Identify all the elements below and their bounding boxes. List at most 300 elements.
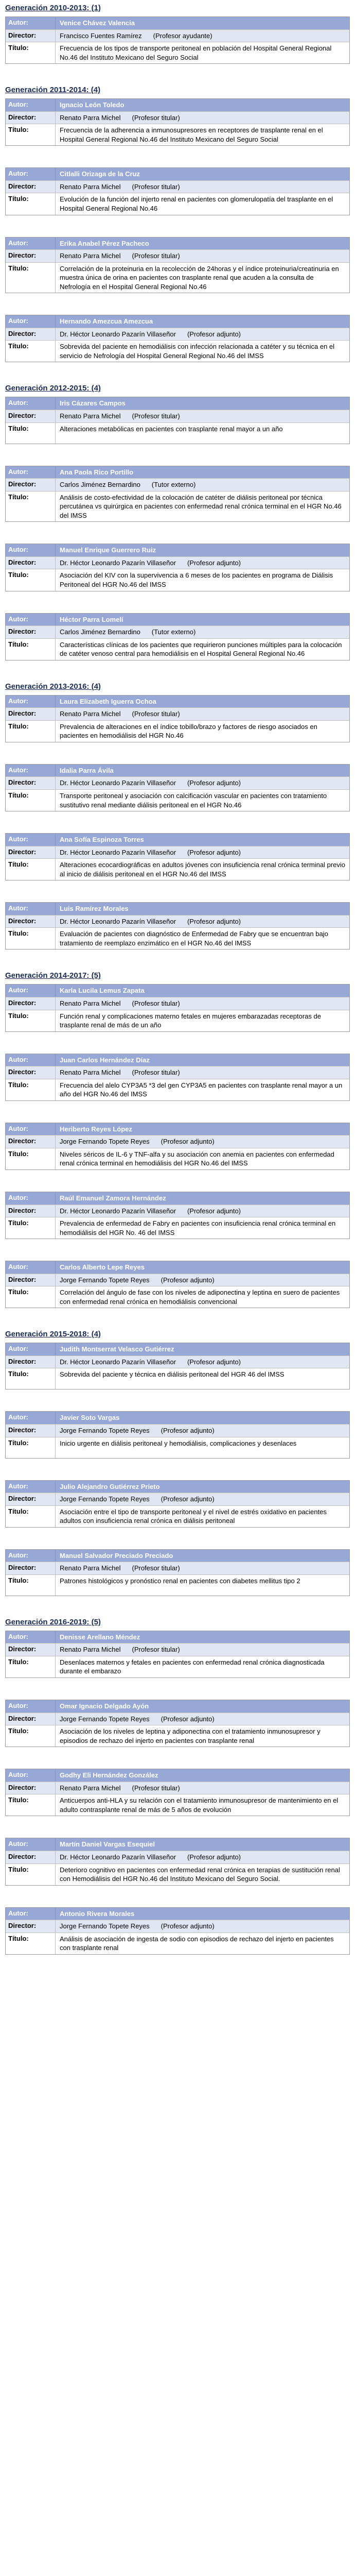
director-name: Renato Parra Michel: [60, 710, 121, 718]
thesis-entry: [5, 397, 350, 444]
author-name: Heriberto Reyes López: [60, 1125, 132, 1133]
director-role: (Profesor adjunto): [187, 779, 241, 787]
title-row: [6, 721, 349, 742]
director-role: (Profesor adjunto): [187, 917, 241, 925]
director-label: Director:: [6, 1493, 56, 1505]
author-row: [6, 1412, 349, 1425]
author-label: Autor:: [6, 614, 56, 626]
title-row: [6, 1217, 349, 1239]
director-value: [56, 916, 349, 928]
author-name: Citlalli Orizaga de la Cruz: [60, 170, 140, 178]
director-name: Jorge Fernando Topete Reyes: [60, 1922, 150, 1930]
thesis-entry: [5, 16, 350, 64]
director-name: Jorge Fernando Topete Reyes: [60, 1138, 150, 1146]
title-row: [6, 423, 349, 444]
author-name: Manuel Salvador Preciado Preciado: [60, 1551, 173, 1560]
title-row: [6, 263, 349, 293]
director-row: [6, 1136, 349, 1148]
director-row: [6, 626, 349, 639]
title-label: Título:: [6, 1437, 56, 1458]
director-name: Renato Parra Michel: [60, 1564, 121, 1572]
thesis-entry: [5, 613, 350, 660]
author-name: Idalia Parra Ávila: [60, 766, 114, 774]
thesis-entry: [5, 902, 350, 950]
director-name: Jorge Fernando Topete Reyes: [60, 1715, 150, 1723]
director-row: [6, 1425, 349, 1437]
director-role: (Profesor adjunto): [161, 1276, 215, 1284]
title-row: [6, 1656, 349, 1677]
thesis-title: Evaluación de pacientes con diagnóstico de Enfermedad de Fabry que se encuentran bajo tratamiento de reemplazo enzimático en el HGR No.46 del IMSS: [60, 930, 328, 947]
director-name: Francisco Fuentes Ramírez: [60, 31, 142, 40]
thesis-entry: [5, 1192, 350, 1239]
title-label: Título:: [6, 1217, 56, 1239]
title-row: [6, 859, 349, 880]
generation-title: Generación 2014-2017: (5): [5, 971, 101, 980]
author-row: [6, 544, 349, 557]
thesis-entry: [5, 1907, 350, 1955]
director-name: Renato Parra Michel: [60, 1646, 121, 1654]
author-name: Godhy Eli Hernández González: [60, 1771, 158, 1780]
title-row: [6, 928, 349, 949]
director-row: [6, 1356, 349, 1369]
director-name: Dr. Héctor Leonardo Pazarín Villaseñor: [60, 779, 176, 787]
author-row: [6, 834, 349, 846]
title-label: Título:: [6, 42, 56, 63]
author-name: Ignacio León Toledo: [60, 101, 125, 109]
title-row: [6, 1010, 349, 1031]
director-label: Director:: [6, 112, 56, 124]
director-row: [6, 1205, 349, 1218]
author-label: Autor:: [6, 985, 56, 997]
director-value: [56, 1643, 349, 1656]
author-label: Autor:: [6, 315, 56, 328]
title-row: [6, 492, 349, 522]
director-name: Dr. Héctor Leonardo Pazarín Villaseñor: [60, 1207, 176, 1215]
author-label: Autor:: [6, 1192, 56, 1205]
thesis-entry: [5, 1549, 350, 1596]
director-value: [56, 777, 349, 789]
director-label: Director:: [6, 250, 56, 262]
author-row: [6, 614, 349, 626]
thesis-list: [5, 0, 350, 1955]
title-row: [6, 1286, 349, 1308]
director-role: (Profesor adjunto): [187, 1358, 241, 1366]
author-row: [6, 765, 349, 777]
author-name: Manuel Enrique Guerrero Ruiz: [60, 546, 156, 554]
title-label: Título:: [6, 1725, 56, 1747]
author-label: Autor:: [6, 544, 56, 556]
author-row: [6, 1343, 349, 1356]
director-row: [6, 1643, 349, 1656]
director-value: [56, 112, 349, 124]
director-label: Director:: [6, 181, 56, 193]
director-row: [6, 777, 349, 790]
author-label: Autor:: [6, 696, 56, 708]
title-row: [6, 569, 349, 590]
thesis-title: Patrones histológicos y pronóstico renal en pacientes con diabetes mellitus tipo 2: [60, 1577, 300, 1585]
director-role: (Profesor adjunto): [161, 1922, 215, 1930]
author-name: Julio Alejandro Gutiérrez Prieto: [60, 1482, 160, 1490]
director-name: Jorge Fernando Topete Reyes: [60, 1427, 150, 1435]
author-name: Laura Elizabeth Iguerra Ochoa: [60, 697, 156, 705]
director-label: Director:: [6, 1274, 56, 1286]
director-row: [6, 1713, 349, 1726]
author-row: [6, 1838, 349, 1851]
thesis-title: Correlación de la proteinuria en la recolección de 24horas y el índice proteinuria/creatinuria en muestra única de orina en pacientes con trasplante renal que acuden a la consulta de Nefrología en el Hospital General Regional No.46: [60, 264, 339, 291]
title-label: Título:: [6, 193, 56, 214]
author-label: Autor:: [6, 1550, 56, 1562]
author-row: [6, 696, 349, 708]
director-role: (Profesor titular): [132, 1784, 180, 1792]
author-row: [6, 1908, 349, 1921]
director-label: Director:: [6, 777, 56, 789]
director-label: Director:: [6, 1713, 56, 1725]
author-row: [6, 1261, 349, 1274]
director-value: [56, 557, 349, 569]
title-row: [6, 1933, 349, 1954]
thesis-title: Frecuencia del alelo CYP3A5 *3 del gen CYP3A5 en pacientes con trasplante renal mayor a un año del HGR No.46 del IMSS: [60, 1081, 343, 1098]
thesis-title: Desenlaces maternos y fetales en pacientes con enfermedad renal crónica diagnosticada durante el embarazo: [60, 1658, 325, 1675]
director-name: Renato Parra Michel: [60, 412, 121, 420]
thesis-entry: [5, 1054, 350, 1101]
generation-section: [5, 86, 350, 362]
author-label: Autor:: [6, 397, 56, 410]
director-value: [56, 328, 349, 341]
author-name: Iris Cázares Campos: [60, 399, 126, 408]
director-role: (Profesor adjunto): [187, 1207, 241, 1215]
director-value: [56, 1425, 349, 1437]
thesis-title: Inicio urgente en diálisis peritoneal y hemodiálisis, complicaciones y desenlaces: [60, 1439, 297, 1447]
thesis-entry: [5, 1838, 350, 1885]
thesis-title: Frecuencia de los tipos de transporte peritoneal en población del Hospital General Regional No.46 del Instituto Mexicano del Seguro Social: [60, 44, 332, 61]
title-label: Título:: [6, 124, 56, 145]
director-value: [56, 250, 349, 262]
author-row: [6, 99, 349, 112]
director-name: Dr. Héctor Leonardo Pazarín Villaseñor: [60, 558, 176, 567]
generation-section: [5, 682, 350, 950]
director-name: Jorge Fernando Topete Reyes: [60, 1276, 150, 1284]
director-value: [56, 479, 349, 491]
title-row: [6, 1575, 349, 1596]
title-row: [6, 124, 349, 145]
director-name: Dr. Héctor Leonardo Pazarín Villaseñor: [60, 330, 176, 338]
author-name: Juan Carlos Hernández Díaz: [60, 1056, 150, 1064]
director-label: Director:: [6, 410, 56, 422]
thesis-entry: [5, 167, 350, 215]
author-row: [6, 315, 349, 328]
author-row: [6, 1550, 349, 1563]
thesis-title: Asociación entre el tipo de transporte peritoneal y el nivel de estrés oxidativo en pacientes adultos con insuficiencia renal crónica en diálisis peritoneal: [60, 1507, 327, 1525]
thesis-title: Deterioro cognitivo en pacientes con enfermedad renal crónica en terapias de sustitución renal con Hemodiálisis del HGR No.46 del Instituto Mexicano del Seguro Social.: [60, 1866, 340, 1883]
author-name: Ana Paola Rico Portillo: [60, 468, 134, 476]
title-row: [6, 1148, 349, 1170]
title-row: [6, 1368, 349, 1389]
director-role: (Profesor titular): [132, 999, 180, 1007]
author-name: Ana Sofía Espinoza Torres: [60, 836, 144, 844]
author-name: Martín Daniel Vargas Esequiel: [60, 1840, 155, 1849]
thesis-title: Transporte peritoneal y asociación con calcificación vascular en pacientes con tratamiento sustitutivo renal mediante diálisis peritoneal en el HGR No.46: [60, 791, 327, 809]
generation-title: Generación 2012-2015: (4): [5, 384, 101, 393]
title-row: [6, 1079, 349, 1100]
author-label: Autor:: [6, 1343, 56, 1355]
director-label: Director:: [6, 557, 56, 569]
thesis-title: Asociación del KIV con la supervivencia a 6 meses de los pacientes en programa de Diálisis Peritoneal del HGR No.46 del IMSS: [60, 571, 333, 588]
director-label: Director:: [6, 1782, 56, 1794]
title-row: [6, 341, 349, 362]
author-label: Autor:: [6, 238, 56, 250]
director-name: Renato Parra Michel: [60, 999, 121, 1007]
thesis-entry: [5, 1631, 350, 1678]
author-label: Autor:: [6, 1261, 56, 1274]
title-label: Título:: [6, 859, 56, 880]
author-name: Raúl Emanuel Zamora Hernández: [60, 1194, 166, 1202]
thesis-title: Asociación de los niveles de leptina y adiponectina con el tratamiento inmunosupresor y episodios de rechazo del injerto en pacientes con trasplante renal: [60, 1727, 321, 1744]
author-row: [6, 1700, 349, 1713]
title-row: [6, 42, 349, 63]
title-label: Título:: [6, 1079, 56, 1100]
director-label: Director:: [6, 626, 56, 638]
director-row: [6, 1920, 349, 1933]
title-row: [6, 639, 349, 660]
director-name: Renato Parra Michel: [60, 252, 121, 260]
thesis-title: Niveles séricos de IL-6 y TNF-alfa y su asociación con anemia en pacientes con enfermedad renal crónica terminal en hemodiálisis del HGR No.46 del IMSS: [60, 1150, 334, 1167]
thesis-title: Prevalencia de alteraciones en el índice tobillo/brazo y factores de riesgo asociados en pacientes en hemodiálisis del HGR No.46: [60, 722, 317, 740]
author-label: Autor:: [6, 17, 56, 29]
title-row: [6, 193, 349, 214]
author-name: Héctor Parra Lomelí: [60, 615, 123, 623]
title-label: Título:: [6, 341, 56, 362]
author-row: [6, 466, 349, 479]
director-row: [6, 916, 349, 928]
director-role: (Tutor externo): [151, 481, 196, 489]
director-name: Renato Parra Michel: [60, 113, 121, 122]
title-label: Título:: [6, 423, 56, 444]
director-role: (Profesor titular): [132, 252, 180, 260]
director-row: [6, 1562, 349, 1575]
director-row: [6, 181, 349, 194]
director-role: (Profesor adjunto): [161, 1427, 215, 1435]
author-row: [6, 1054, 349, 1067]
thesis-entry: [5, 98, 350, 146]
director-value: [56, 1136, 349, 1148]
author-label: Autor:: [6, 168, 56, 180]
director-name: Carlos Jiménez Bernardino: [60, 628, 140, 636]
director-label: Director:: [6, 1643, 56, 1656]
title-label: Título:: [6, 1933, 56, 1954]
director-role: (Profesor titular): [132, 1564, 180, 1572]
director-label: Director:: [6, 1851, 56, 1863]
director-role: (Profesor titular): [132, 1069, 180, 1077]
title-label: Título:: [6, 1010, 56, 1031]
director-role: (Profesor titular): [132, 182, 180, 191]
author-row: [6, 1192, 349, 1205]
director-row: [6, 1782, 349, 1795]
author-row: [6, 17, 349, 30]
thesis-entry: [5, 1261, 350, 1308]
director-name: Renato Parra Michel: [60, 1069, 121, 1077]
author-name: Omar Ignacio Delgado Ayón: [60, 1702, 149, 1710]
director-value: [56, 1356, 349, 1368]
director-role: (Profesor titular): [132, 710, 180, 718]
author-row: [6, 168, 349, 181]
director-role: (Profesor adjunto): [187, 1853, 241, 1861]
thesis-entry: [5, 764, 350, 811]
director-row: [6, 479, 349, 492]
director-row: [6, 1066, 349, 1079]
director-row: [6, 997, 349, 1010]
author-label: Autor:: [6, 765, 56, 777]
director-row: [6, 328, 349, 341]
director-value: [56, 1851, 349, 1863]
director-name: Dr. Héctor Leonardo Pazarín Villaseñor: [60, 917, 176, 925]
title-label: Título:: [6, 1368, 56, 1389]
thesis-entry: [5, 544, 350, 591]
thesis-entry: [5, 1343, 350, 1389]
title-label: Título:: [6, 1506, 56, 1527]
author-label: Autor:: [6, 1908, 56, 1920]
director-value: [56, 626, 349, 638]
title-row: [6, 790, 349, 811]
thesis-entry: [5, 1411, 350, 1458]
author-name: Karla Lucila Lemus Zapata: [60, 987, 145, 995]
thesis-title: Análisis de costo-efectividad de la colocación de catéter de diálisis peritoneal por técnica percutánea vs quirúrgica en pacientes con enfermedad renal crónica terminal en el HGR No.46 del IMSS: [60, 493, 342, 519]
title-row: [6, 1864, 349, 1885]
author-label: Autor:: [6, 466, 56, 479]
thesis-title: Sobrevida del paciente y técnica en diálisis peritoneal del HGR 46 del IMSS: [60, 1370, 285, 1379]
author-name: Antonio Rivera Morales: [60, 1909, 135, 1918]
title-label: Título:: [6, 790, 56, 811]
director-name: Renato Parra Michel: [60, 1784, 121, 1792]
title-label: Título:: [6, 1575, 56, 1596]
thesis-title: Análisis de asociación de ingesta de sodio con episodios de rechazo del injerto en pacientes con trasplante renal: [60, 1935, 334, 1952]
thesis-entry: [5, 695, 350, 742]
director-role: (Profesor adjunto): [187, 848, 241, 856]
director-name: Dr. Héctor Leonardo Pazarín Villaseñor: [60, 848, 176, 856]
title-label: Título:: [6, 492, 56, 522]
author-row: [6, 1769, 349, 1782]
author-label: Autor:: [6, 1700, 56, 1713]
author-label: Autor:: [6, 1631, 56, 1643]
director-label: Director:: [6, 1356, 56, 1368]
director-label: Director:: [6, 846, 56, 859]
author-name: Denisse Arellano Méndez: [60, 1633, 140, 1641]
author-label: Autor:: [6, 1412, 56, 1424]
title-row: [6, 1506, 349, 1527]
director-row: [6, 1851, 349, 1864]
director-row: [6, 250, 349, 263]
director-value: [56, 1274, 349, 1286]
director-value: [56, 1562, 349, 1574]
director-name: Carlos Jiménez Bernardino: [60, 481, 140, 489]
title-label: Título:: [6, 1286, 56, 1308]
director-label: Director:: [6, 1425, 56, 1437]
director-value: [56, 410, 349, 422]
director-label: Director:: [6, 708, 56, 720]
director-role: (Profesor adjunto): [161, 1715, 215, 1723]
director-name: Jorge Fernando Topete Reyes: [60, 1495, 150, 1503]
author-name: Venice Chávez Valencia: [60, 19, 135, 27]
author-row: [6, 903, 349, 916]
director-label: Director:: [6, 997, 56, 1010]
director-role: (Profesor ayudante): [153, 31, 212, 40]
director-label: Director:: [6, 1920, 56, 1933]
author-label: Autor:: [6, 903, 56, 915]
director-value: [56, 846, 349, 859]
generation-title: Generación 2016-2019: (5): [5, 1617, 101, 1626]
author-label: Autor:: [6, 834, 56, 846]
director-row: [6, 708, 349, 721]
author-name: Carlos Alberto Lepe Reyes: [60, 1263, 145, 1272]
director-value: [56, 997, 349, 1010]
director-label: Director:: [6, 328, 56, 341]
director-role: (Profesor adjunto): [161, 1138, 215, 1146]
director-row: [6, 410, 349, 423]
director-role: (Tutor externo): [151, 628, 196, 636]
author-row: [6, 238, 349, 250]
director-label: Director:: [6, 479, 56, 491]
generation-title: Generación 2010-2013: (1): [5, 4, 101, 12]
director-name: Renato Parra Michel: [60, 182, 121, 191]
author-row: [6, 1123, 349, 1136]
director-role: (Profesor titular): [132, 113, 180, 122]
director-value: [56, 1066, 349, 1079]
thesis-entry: [5, 237, 350, 294]
title-row: [6, 1725, 349, 1747]
thesis-title: Prevalencia de enfermedad de Fabry en pacientes con insuficiencia renal crónica terminal en hemodiálisis del HGR No. 46 del IMSS: [60, 1219, 336, 1236]
author-label: Autor:: [6, 1838, 56, 1851]
author-name: Javier Soto Vargas: [60, 1414, 120, 1422]
director-row: [6, 1274, 349, 1287]
author-name: Luis Ramírez Morales: [60, 905, 129, 913]
thesis-entry: [5, 1769, 350, 1816]
author-label: Autor:: [6, 1769, 56, 1782]
director-role: (Profesor adjunto): [187, 330, 241, 338]
thesis-title: Frecuencia de la adherencia a inmunosupresores en receptores de trasplante renal en el Hospital General Regional No.46 del Instituto Mexicano del Seguro Social: [60, 126, 323, 143]
title-row: [6, 1437, 349, 1458]
director-label: Director:: [6, 1136, 56, 1148]
author-label: Autor:: [6, 1054, 56, 1066]
title-label: Título:: [6, 1794, 56, 1816]
thesis-entry: [5, 984, 350, 1031]
director-label: Director:: [6, 1562, 56, 1574]
director-value: [56, 30, 349, 42]
thesis-title: Función renal y complicaciones materno fetales en mujeres embarazadas receptoras de trasplante renal de más de un año: [60, 1012, 321, 1029]
author-row: [6, 1481, 349, 1494]
generation-section: [5, 971, 350, 1308]
author-row: [6, 985, 349, 997]
director-value: [56, 708, 349, 720]
thesis-entry: [5, 1480, 350, 1528]
generation-section: [5, 4, 350, 64]
thesis-title: Evolución de la función del injerto renal en pacientes con glomerulopatía del trasplante en el Hospital General Regional No.46: [60, 195, 333, 213]
director-row: [6, 112, 349, 125]
director-name: Dr. Héctor Leonardo Pazarín Villaseñor: [60, 1358, 176, 1366]
author-row: [6, 1631, 349, 1644]
director-label: Director:: [6, 30, 56, 42]
title-label: Título:: [6, 569, 56, 590]
director-value: [56, 1493, 349, 1505]
director-row: [6, 30, 349, 43]
author-label: Autor:: [6, 1123, 56, 1136]
author-name: Judith Montserrat Velasco Gutiérrez: [60, 1345, 174, 1353]
director-row: [6, 846, 349, 859]
director-name: Dr. Héctor Leonardo Pazarín Villaseñor: [60, 1853, 176, 1861]
director-label: Director:: [6, 1066, 56, 1079]
director-row: [6, 557, 349, 570]
generation-section: [5, 384, 350, 660]
thesis-title: Anticuerpos anti-HLA y su relación con el tratamiento inmunosupresor de mantenimiento en el adulto contrasplante renal de más de 5 años de evolución: [60, 1797, 339, 1814]
title-label: Título:: [6, 639, 56, 660]
